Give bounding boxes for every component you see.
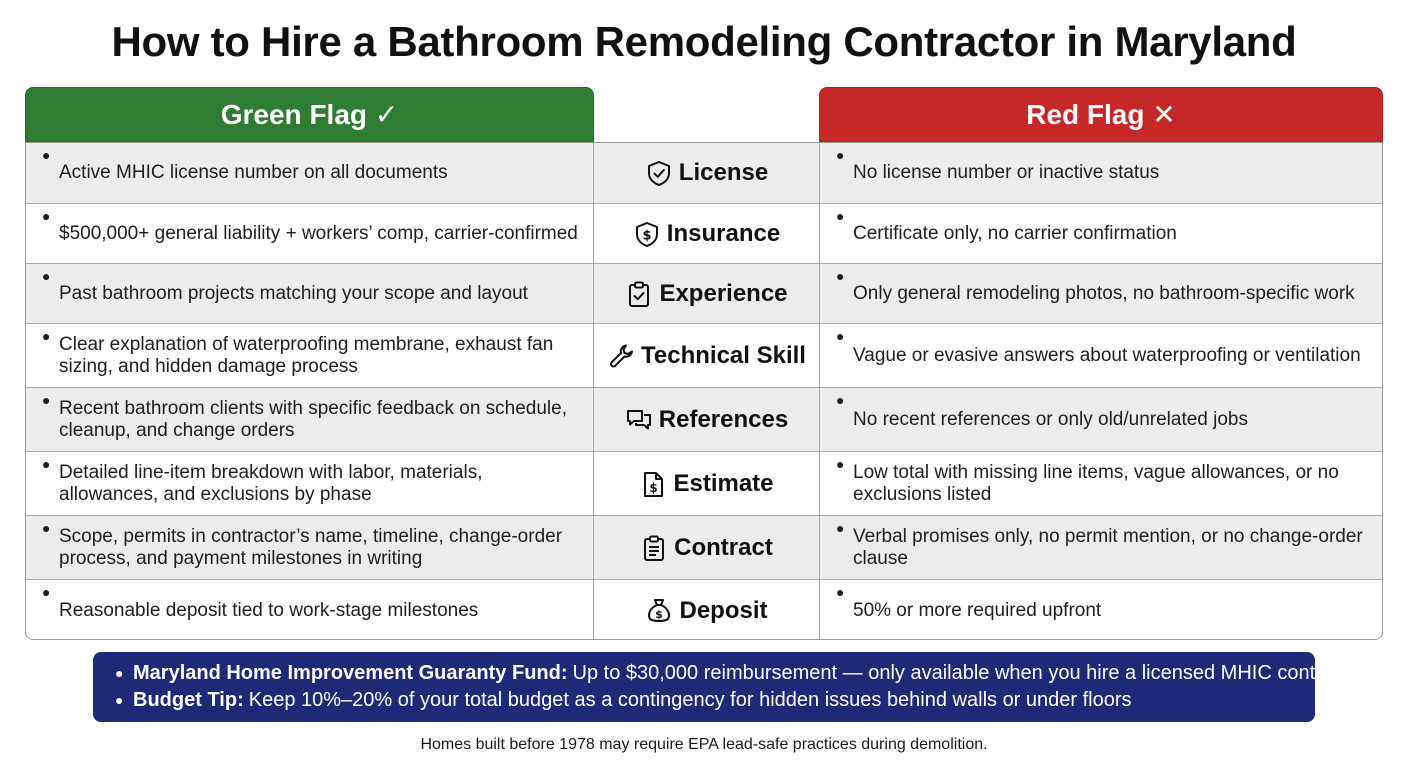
category-cell — [594, 516, 820, 579]
green-flag-text: Active MHIC license number on all documents — [59, 162, 448, 183]
bullet: ● — [836, 328, 845, 344]
note-text: Up to $30,000 reimbursement — only available when you hire a licensed MHIC contractor — [572, 662, 1367, 684]
category-label: Contract — [674, 533, 773, 561]
table-body — [25, 142, 1383, 640]
bullet: ● — [836, 456, 845, 472]
table-row — [26, 516, 1382, 580]
bullet: ● — [115, 665, 124, 681]
money-bag-icon — [645, 597, 679, 625]
red-flag-cell — [820, 204, 1382, 263]
red-flag-cell — [820, 388, 1382, 451]
table-row — [26, 452, 1382, 516]
note-label: Maryland Home Improvement Guaranty Fund: — [133, 662, 568, 684]
red-flag-text: Only general remodeling photos, no bathroom-specific work — [853, 282, 1355, 304]
bullet: ● — [836, 392, 845, 408]
red-flag-text: No license number or inactive status — [853, 162, 1160, 183]
table-row — [26, 264, 1382, 324]
svg-text:$: $ — [642, 228, 652, 243]
red-flag-text: Vague or evasive answers about waterproofing or ventilation — [853, 344, 1361, 366]
red-flag-text: Verbal promises only, no permit mention, or no change-order clause — [853, 525, 1363, 569]
bullet: ● — [42, 208, 51, 224]
green-flag-text: Reasonable deposit tied to work-stage milestones — [59, 599, 479, 621]
green-flag-text: Detailed line-item breakdown with labor, materials, allowances, and exclusions by phase — [59, 461, 483, 505]
category-label: Experience — [659, 279, 788, 307]
table-row — [26, 324, 1382, 388]
category-cell — [594, 204, 820, 263]
category-label: Technical Skill — [641, 341, 806, 369]
table-row — [26, 204, 1382, 264]
red-flag-cell — [820, 264, 1382, 323]
red-flag-text: 50% or more required upfront — [853, 599, 1102, 621]
green-flag-text: Past bathroom projects matching your scope and layout — [59, 282, 528, 304]
green-flag-cell — [26, 143, 594, 203]
note-guaranty-fund — [115, 660, 1367, 687]
info-callout — [93, 652, 1367, 722]
red-flag-text: Low total with missing line items, vague allowances, or no exclusions listed — [853, 461, 1339, 505]
bullet: ● — [836, 208, 845, 224]
bullet: ● — [115, 692, 124, 708]
wrench-icon — [607, 342, 641, 370]
category-cell — [594, 580, 820, 640]
green-flag-cell — [26, 324, 594, 387]
bullet: ● — [836, 147, 845, 163]
note-text: Keep 10%–20% of your total budget as a contingency for hidden issues behind walls or under floors — [248, 689, 1132, 711]
category-cell — [594, 264, 820, 323]
comparison-table — [25, 87, 1383, 640]
green-flag-text: Clear explanation of waterproofing membrane, exhaust fan sizing, and hidden damage process — [59, 333, 554, 377]
green-flag-text: $500,000+ general liability + workers’ comp, carrier-confirmed — [59, 222, 578, 244]
red-flag-text: No recent references or only old/unrelated jobs — [853, 408, 1249, 430]
category-label: Insurance — [666, 219, 781, 247]
red-flag-text: Certificate only, no carrier confirmation — [853, 222, 1177, 244]
bullet: ● — [42, 268, 51, 284]
category-cell — [594, 388, 820, 451]
green-flag-cell — [26, 516, 594, 579]
category-label: Deposit — [679, 596, 768, 624]
clipboard-list-icon — [640, 534, 674, 562]
table-row — [26, 580, 1382, 640]
note-budget-tip — [115, 687, 1315, 714]
green-flag-text: Recent bathroom clients with specific feedback on schedule, cleanup, and change orders — [59, 397, 567, 441]
green-flag-cell — [26, 204, 594, 263]
category-cell — [594, 452, 820, 515]
bullet: ● — [42, 520, 51, 536]
category-cell — [594, 324, 820, 387]
bullet: ● — [42, 392, 51, 408]
svg-text:$: $ — [655, 607, 664, 621]
bullet: ● — [42, 584, 51, 600]
green-flag-text: Scope, permits in contractor’s name, timeline, change-order process, and payment milestones in writing — [59, 525, 563, 569]
page-title: How to Hire a Bathroom Remodeling Contractor in Maryland — [111, 18, 1297, 65]
table-row — [26, 143, 1382, 204]
bullet: ● — [836, 520, 845, 536]
category-label: References — [658, 405, 789, 433]
bullet: ● — [836, 584, 845, 600]
bullet: ● — [42, 328, 51, 344]
category-cell — [594, 143, 820, 203]
red-flag-cell — [820, 324, 1382, 387]
table-row — [26, 388, 1382, 452]
bullet: ● — [42, 456, 51, 472]
note-label: Budget Tip: — [133, 689, 244, 711]
chat-bubbles-icon — [625, 406, 659, 434]
green-flag-cell — [26, 580, 594, 640]
footer-note: Homes built before 1978 may require EPA lead-safe practices during demolition. — [420, 736, 988, 753]
category-label: Estimate — [673, 469, 774, 497]
green-flag-header: Green Flag ✓ — [25, 87, 594, 142]
red-flag-cell — [820, 580, 1382, 640]
svg-text:$: $ — [649, 480, 659, 495]
shield-check-icon — [645, 159, 679, 187]
green-flag-cell — [26, 264, 594, 323]
red-flag-cell — [820, 516, 1382, 579]
green-flag-cell — [26, 388, 594, 451]
bullet: ● — [42, 147, 51, 163]
clipboard-check-icon — [625, 280, 659, 308]
red-flag-cell — [820, 452, 1382, 515]
green-flag-cell — [26, 452, 594, 515]
red-flag-cell — [820, 143, 1382, 203]
document-dollar-icon — [639, 470, 673, 498]
red-flag-header: Red Flag ✕ — [819, 87, 1383, 142]
category-label: License — [678, 159, 769, 186]
shield-dollar-icon — [633, 220, 667, 248]
bullet: ● — [836, 268, 845, 284]
